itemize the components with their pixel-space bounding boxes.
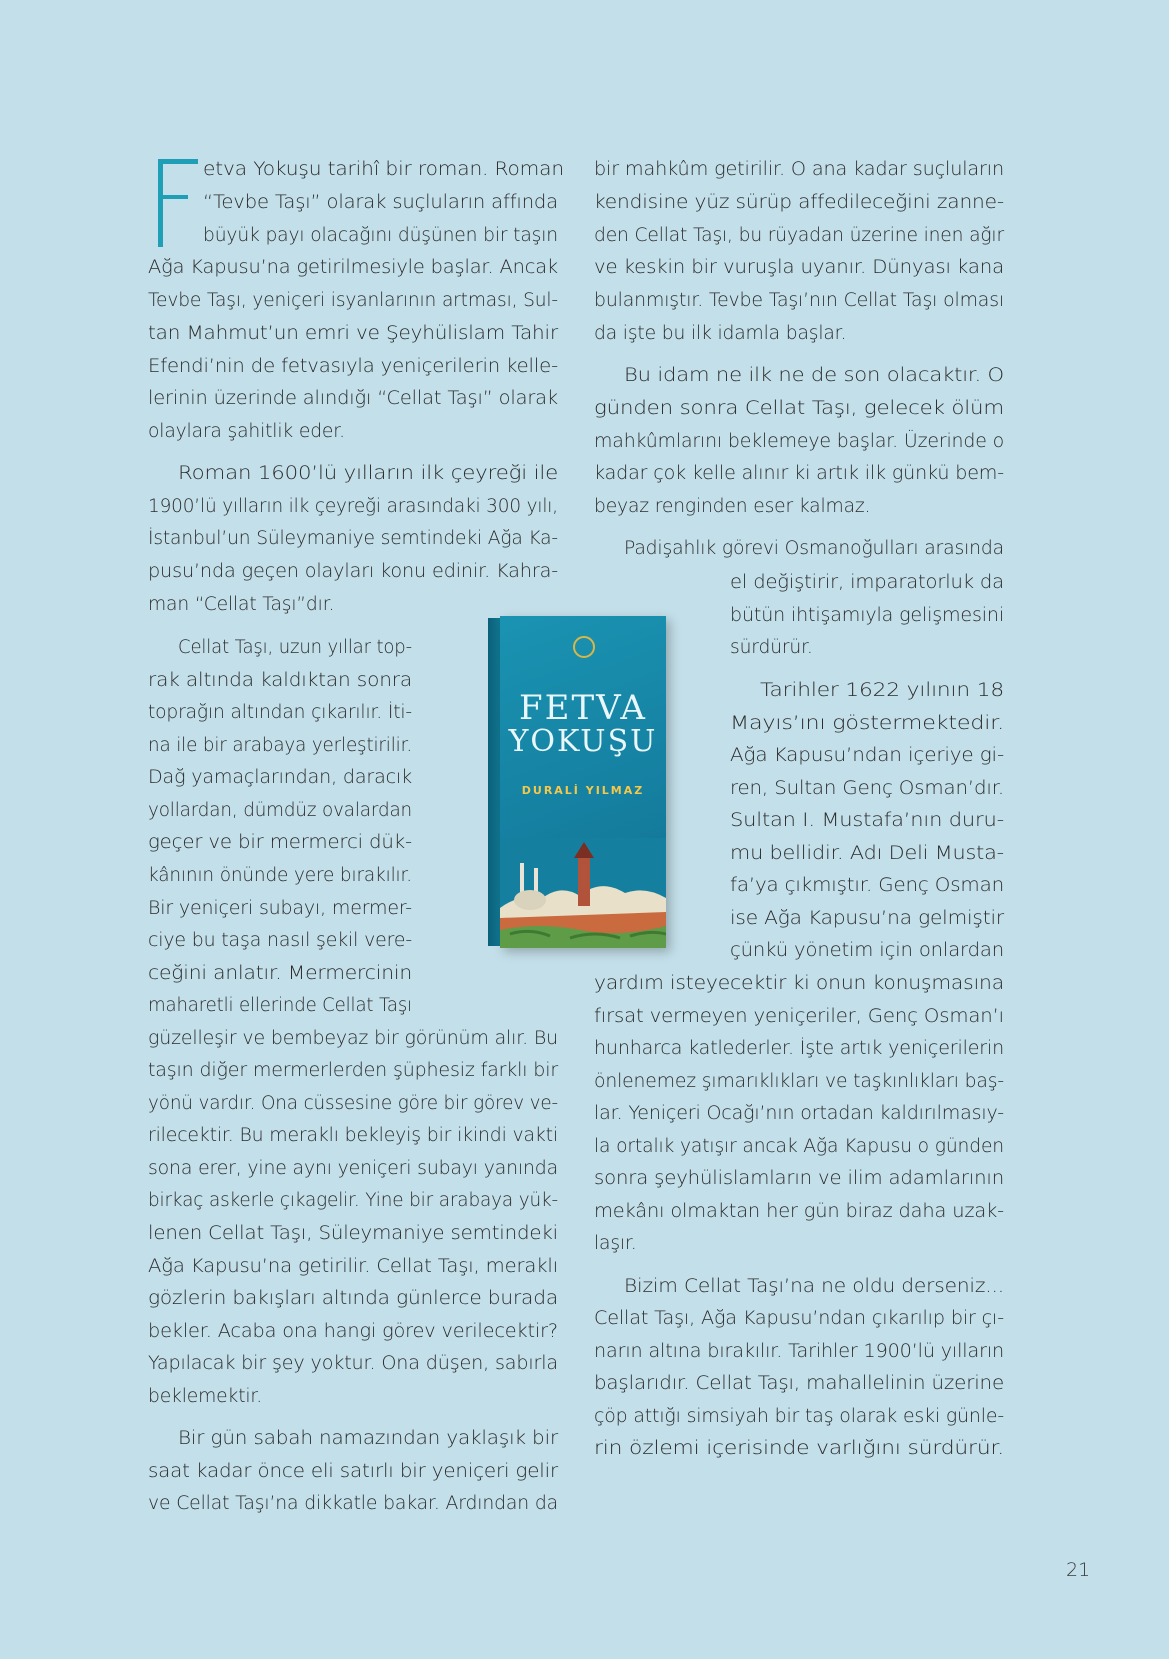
text-line: gözlerin bakışları altında günlerce burada	[148, 1288, 558, 1309]
text-line: ve Cellat Taşı’na dikkatle bakar. Ardından da	[148, 1493, 558, 1514]
text-line: narın altına bırakılır. Tarihler 1900’lü yılların	[594, 1341, 1004, 1362]
text-line: bir mahkûm getirilir. O ana kadar suçluların	[594, 159, 1004, 180]
text-line: ise Ağa Kapusu’na gelmiştir	[730, 908, 1004, 929]
text-line: Ağa Kapusu’na getirilmesiyle başlar. Ancak	[148, 257, 558, 278]
text-line: Dağ yamaçlarından, daracık	[148, 767, 412, 788]
text-line: pusu’nda geçen olayları konu edinir. Kahra-	[148, 561, 558, 582]
text-line: mahkûmlarını beklemeye başlar. Üzerinde o	[594, 431, 1004, 452]
text-line: Sultan I. Mustafa’nın duru-	[730, 810, 1004, 831]
publisher-logo-icon	[573, 636, 595, 658]
text-line: mekânı olmaktan her gün biraz daha uzak-	[594, 1201, 1004, 1222]
text-line: olaylara şahitlik eder.	[148, 421, 345, 442]
text-line: birkaç askerle çıkagelir. Yine bir arabaya yük-	[148, 1190, 558, 1211]
text-line: Ağa Kapusu’na getirilir. Cellat Taşı, meraklı	[148, 1256, 558, 1277]
text-line: Bir gün sabah namazından yaklaşık bir	[178, 1428, 558, 1449]
text-line: kânının önünde yere bırakılır.	[148, 865, 412, 886]
text-line: ceğini anlatır. Mermercinin	[148, 963, 412, 984]
text-line: günden sonra Cellat Taşı, gelecek ölüm	[594, 398, 1004, 419]
text-line: lerinin üzerinde alındığı “Cellat Taşı” olarak	[148, 388, 558, 409]
text-line: Padişahlık görevi Osmanoğulları arasında	[624, 538, 1004, 559]
text-line: Cellat Taşı, Ağa Kapusu’ndan çıkarılıp bir çı-	[594, 1308, 1004, 1329]
text-line: fırsat vermeyen yeniçeriler, Genç Osman’ı	[594, 1006, 1004, 1027]
text-line: önlenemez şımarıklıkları ve taşkınlıkları baş-	[594, 1071, 1004, 1092]
text-line: çünkü yönetim için onlardan	[730, 940, 1004, 961]
text-line: bekler. Acaba ona hangi görev verilecektir?	[148, 1321, 558, 1342]
text-line: bulanmıştır. Tevbe Taşı’nın Cellat Taşı olması	[594, 290, 1004, 311]
text-line: Efendi’nin de fetvasıyla yeniçerilerin kelle-	[148, 356, 558, 377]
text-line: geçer ve bir mermerci dük-	[148, 832, 412, 853]
text-line: mu bellidir. Adı Deli Musta-	[730, 843, 1004, 864]
text-line: çöp attığı simsiyah bir taş olarak eski günle-	[594, 1406, 1004, 1427]
text-line: bütün ihtişamıyla gelişmesini	[730, 605, 1004, 626]
text-line: ve keskin bir vuruşla uyanır. Dünyası kana	[594, 257, 1004, 278]
text-line: man “Cellat Taşı”dır.	[148, 594, 335, 615]
text-line: Bir yeniçeri subayı, mermer-	[148, 898, 412, 919]
text-line: Tevbe Taşı, yeniçeri isyanlarının artması, Sul-	[148, 290, 558, 311]
book-title-line1: FETVA	[519, 688, 647, 728]
text-line: beyaz renginden eser kalmaz.	[594, 496, 871, 517]
text-line: ciye bu taşa nasıl şekil vere-	[148, 930, 412, 951]
text-line: sonra şeyhülislamların ve ilim adamlarının	[594, 1168, 1004, 1189]
text-line: etva Yokuşu tarihî bir roman. Roman	[203, 159, 564, 180]
istanbul-illustration	[500, 838, 666, 948]
text-line: fa’ya çıkmıştır. Genç Osman	[730, 875, 1004, 896]
text-line: Bu idam ne ilk ne de son olacaktır. O	[624, 365, 1004, 386]
text-line: beklemektir.	[148, 1386, 263, 1407]
text-line: yollardan, dümdüz ovalardan	[148, 800, 412, 821]
text-line: el değiştirir, imparatorluk da	[730, 572, 1004, 593]
text-line: hunharca katlederler. İşte artık yeniçerilerin	[594, 1038, 1004, 1059]
book-author: DURALİ YILMAZ	[521, 784, 645, 797]
text-line: la ortalık yatışır ancak Ağa Kapusu o günden	[594, 1136, 1004, 1157]
text-line: Mayıs’ını göstermektedir.	[730, 713, 1004, 734]
text-line: tan Mahmut’un emri ve Şeyhülislam Tahir	[148, 323, 558, 344]
text-line: “Tevbe Taşı” olarak suçluların affında	[203, 192, 558, 213]
book-front	[500, 616, 666, 948]
text-line: rak altında kaldıktan sonra	[148, 670, 412, 691]
text-line: saat kadar önce eli satırlı bir yeniçeri gelir	[148, 1461, 558, 1482]
text-line: İstanbul’un Süleymaniye semtindeki Ağa Ka-	[148, 528, 558, 549]
book-cover-image	[488, 616, 666, 948]
text-line: 1900’lü yılların ilk çeyreği arasındaki 300 yılı,	[148, 496, 558, 517]
text-line: Roman 1600’lü yılların ilk çeyreği ile	[178, 463, 558, 484]
drop-cap-f	[154, 159, 198, 247]
text-line: Ağa Kapusu’ndan içeriye gi-	[730, 745, 1004, 766]
book-title-line2: YOKUŞU	[508, 724, 658, 759]
text-line: yardım isteyecektir ki onun konuşmasına	[594, 973, 1004, 994]
text-line: rin özlemi içerisinde varlığını sürdürür.	[594, 1438, 1004, 1459]
text-line: yönü vardır. Ona cüssesine göre bir görev ve-	[148, 1093, 558, 1114]
text-line: maharetli ellerinde Cellat Taşı	[148, 995, 412, 1016]
text-line: da işte bu ilk idamla başlar.	[594, 323, 847, 344]
text-line: Yapılacak bir şey yoktur. Ona düşen, sabırla	[148, 1353, 558, 1374]
text-line: başlarıdır. Cellat Taşı, mahallelinin üzerine	[594, 1373, 1004, 1394]
text-line: güzelleşir ve bembeyaz bir görünüm alır. Bu	[148, 1028, 558, 1049]
text-line: na ile bir arabaya yerleştirilir.	[148, 735, 412, 756]
page-number: 21	[1066, 1559, 1091, 1581]
text-line: Bizim Cellat Taşı’na ne oldu derseniz...	[624, 1276, 1004, 1297]
text-line: Tarihler 1622 yılının 18	[760, 680, 1004, 701]
text-line: toprağın altından çıkarılır. İti-	[148, 702, 412, 723]
text-line: Cellat Taşı, uzun yıllar top-	[178, 637, 412, 658]
text-line: lenen Cellat Taşı, Süleymaniye semtindeki	[148, 1223, 558, 1244]
text-line: kadar çok kelle alınır ki artık ilk günkü bem-	[594, 463, 1004, 484]
text-line: ren, Sultan Genç Osman’dır.	[730, 778, 1004, 799]
text-line: sürdürür.	[730, 637, 813, 658]
text-line: den Cellat Taşı, bu rüyadan üzerine inen ağır	[594, 225, 1004, 246]
text-line: laşır.	[594, 1233, 637, 1254]
text-line: lar. Yeniçeri Ocağı’nın ortadan kaldırılmasıy-	[594, 1103, 1004, 1124]
text-line: sona erer, yine aynı yeniçeri subayı yanında	[148, 1158, 558, 1179]
text-line: kendisine yüz sürüp affedileceğini zanne-	[594, 192, 1004, 213]
text-line: taşın diğer mermerlerden şüphesiz farklı bir	[148, 1060, 558, 1081]
text-line: rilecektir. Bu meraklı bekleyiş bir ikindi vakti	[148, 1125, 558, 1146]
text-line: büyük payı olacağını düşünen bir taşın	[203, 225, 558, 246]
